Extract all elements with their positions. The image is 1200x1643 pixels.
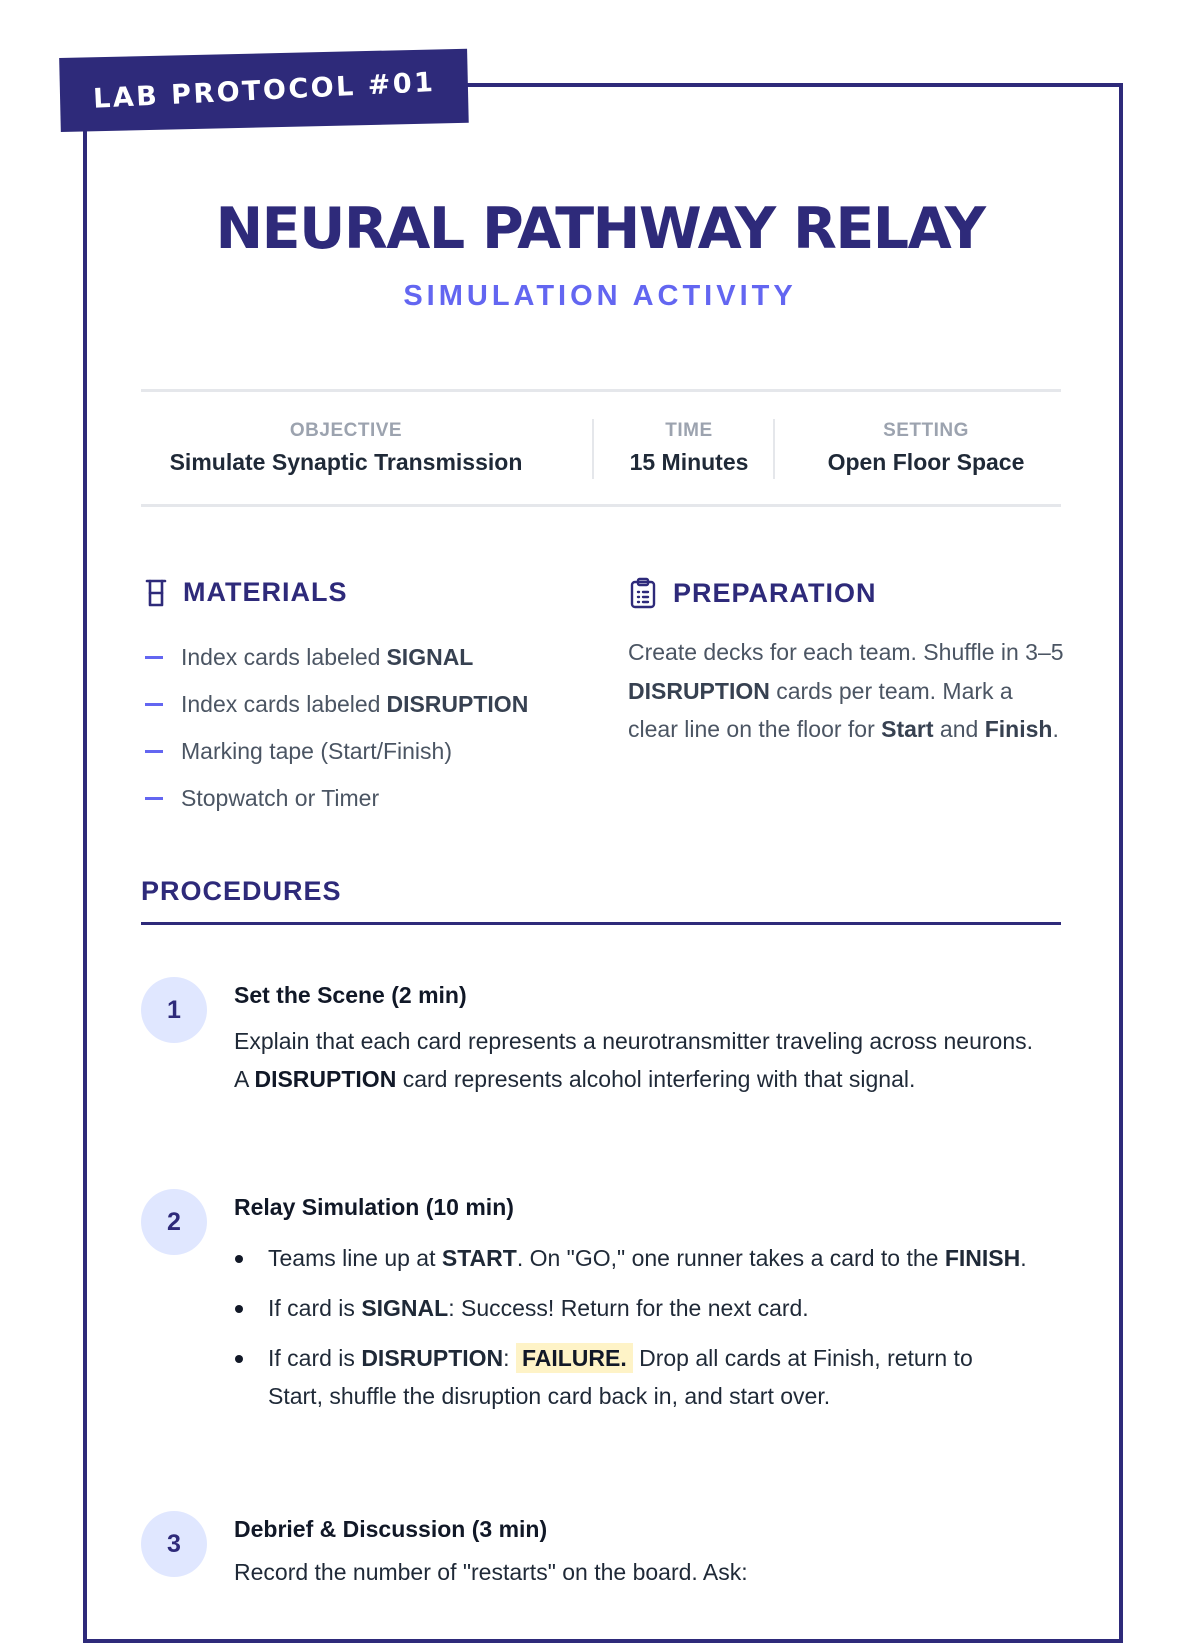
meta-bar: [141, 389, 1061, 507]
meta-time-label: TIME: [665, 420, 713, 441]
meta-setting: [791, 420, 1061, 476]
dash-icon: [145, 797, 163, 800]
meta-divider: [592, 419, 594, 479]
meta-objective-value: Simulate Synaptic Transmission: [169, 449, 523, 475]
materials-heading-label: MATERIALS: [183, 577, 348, 607]
step-1-body: Explain that each card represents a neurotransmitter traveling across neurons. A DISRUPTION card represents alcohol interfering with that signal.: [234, 1028, 1034, 1092]
protocol-tag: [59, 49, 469, 132]
list-item: Stopwatch or Timer: [145, 775, 528, 822]
procedures-divider: [141, 922, 1061, 925]
meta-time: [614, 420, 764, 476]
list-item: Marking tape (Start/Finish): [145, 728, 528, 775]
list-item: Index cards labeled SIGNAL: [145, 634, 528, 681]
preparation-text: Create decks for each team. Shuffle in 3–5 DISRUPTION cards per team. Mark a clear line on the floor for Start and Finish.: [628, 639, 1064, 742]
protocol-tag-label: LAB PROTOCOL #01: [92, 66, 436, 115]
page-subtitle: SIMULATION ACTIVITY: [403, 280, 797, 312]
step-2-bullets: [234, 1239, 1034, 1415]
meta-divider: [773, 419, 775, 479]
list-item: If card is SIGNAL: Success! Return for the next card.: [234, 1289, 1034, 1327]
step-number-badge: 1: [141, 977, 207, 1043]
failure-highlight: FAILURE.: [516, 1343, 633, 1373]
dash-icon: [145, 703, 163, 706]
step-number-badge: 2: [141, 1189, 207, 1255]
procedures-heading: PROCEDURES: [141, 876, 342, 906]
clipboard-icon: [629, 577, 657, 609]
step-3-body: Record the number of "restarts" on the board. Ask:: [234, 1559, 748, 1585]
step-number-badge: 3: [141, 1511, 207, 1577]
dash-icon: [145, 750, 163, 753]
beaker-icon: [145, 579, 167, 607]
preparation-heading-label: PREPARATION: [673, 577, 877, 608]
list-item: Teams line up at START. On "GO," one runner takes a card to the FINISH.: [234, 1239, 1034, 1277]
step-3-title: Debrief & Discussion (3 min): [234, 1516, 548, 1542]
dash-icon: [145, 656, 163, 659]
page-title: NEURAL PATHWAY RELAY: [215, 196, 985, 262]
meta-setting-value: Open Floor Space: [827, 449, 1025, 475]
meta-time-value: 15 Minutes: [629, 449, 749, 475]
step-1-title: Set the Scene (2 min): [234, 982, 467, 1008]
step-2-title: Relay Simulation (10 min): [234, 1194, 514, 1220]
list-item: Index cards labeled DISRUPTION: [145, 681, 528, 728]
list-item: If card is DISRUPTION: FAILURE. Drop all cards at Finish, return to Start, shuffle the disruption card back in, and start over.: [234, 1339, 1034, 1415]
meta-setting-label: SETTING: [883, 420, 969, 441]
preparation-heading: [629, 577, 877, 609]
meta-objective-label: OBJECTIVE: [289, 420, 403, 441]
materials-heading: [145, 577, 348, 608]
materials-list: [145, 634, 528, 822]
meta-objective: [141, 420, 551, 476]
